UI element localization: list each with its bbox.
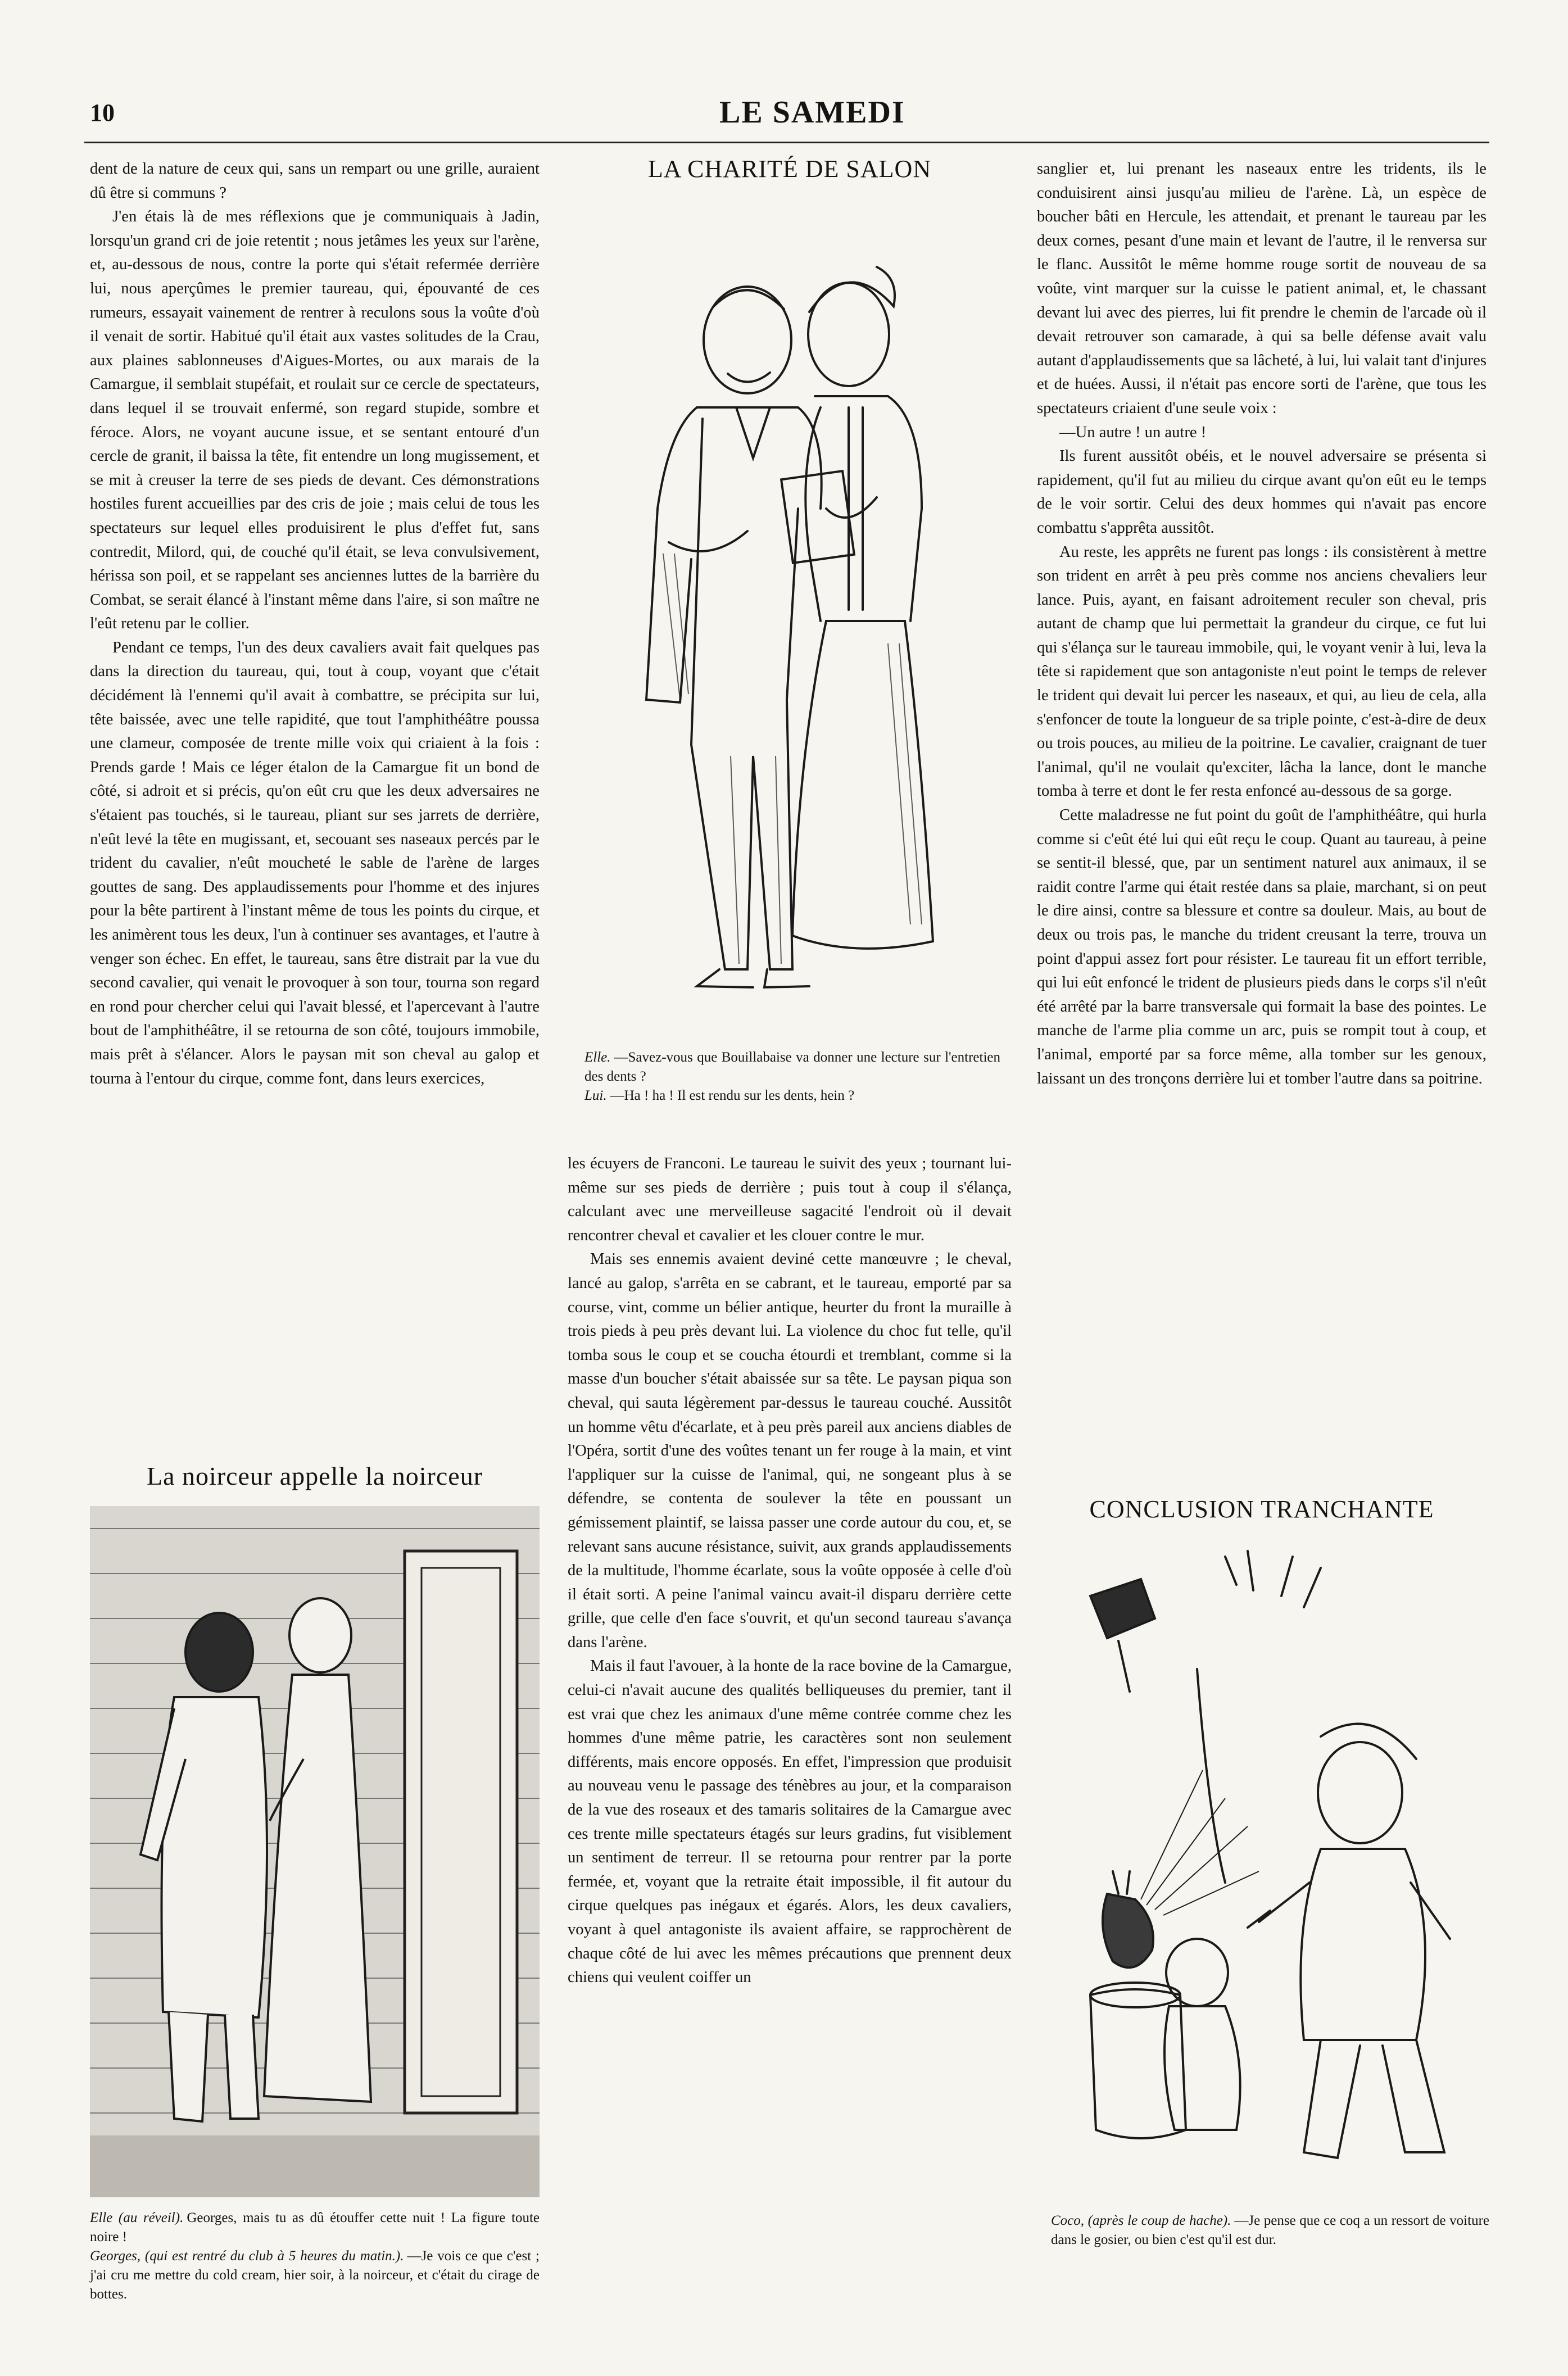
paragraph: Mais ses ennemis avaient deviné cette manœuvre ; le cheval, lancé au galop, s'arrêta en se cabrant, et le taureau, emporté par sa course, vint, comme un bélier antique, heurter du front la muraille à trois pieds à peu près devant lui. La violence du choc fut telle, qu'il tomba sous le coup et se coucha étourdi et tremblant, comme si la masse d'un boucher s'était abaissée sur sa tête. Le paysan piqua son cheval, qui sauta légèrement par-dessus le taureau couché. Aussitôt un homme vêtu d'écarlate, et à peu près pareil aux anciens diables de l'Opéra, sortit d'une des voûtes tenant un fer rouge à la main, et vint l'appliquer sur la cuisse de l'animal, qui, ne songeant plus à se défendre, se contenta de soulever la tête en poussant un gémissement plaintif, se laissa passer une corde autour du cou, et, se relevant sans aucune résistance, suivit, aux grands applaudissements de la multitude, l'homme écarlate, sous la voûte opposée à celle d'où il était sorti. A peine l'animal vaincu avait-il disparu derrière cette grille, que celle d'en face s'ouvrit, et qu'un second taureau s'avança dans l'arène.	[568, 1250, 1012, 1651]
paragraph: J'en étais là de mes réflexions que je communiquais à Jadin, lorsqu'un grand cri de joie retentit ; nous jetâmes les yeux sur l'arène, et, au-dessous de nous, contre la porte qui s'était refermée derrière lui, nous aperçûmes le premier taureau, qui, épouvanté de ces rumeurs, essayait vainement de rentrer à reculons sous la voûte d'où il venait de sortir. Habitué qu'il était aux vastes solitudes de la Crau, aux plaines sablonneuses d'Aigues-Mortes, ou aux marais de la Camargue, il semblait stupéfait, et roulait sur ce cercle de spectateurs, dans lequel il se trouvait enfermé, son regard stupide, sombre et féroce. Alors, ne voyant aucune issue, et se sentant entouré d'un cercle de granit, il baissa la tête, fit entendre un long mugissement, et se mit à creuser la terre de ses pieds de devant. Ces démonstrations hostiles furent accueillies par des cris de joie ; mais celui de tous les spectateurs sur lequel elles produisirent le plus d'effet fut, sans contredit, Milord, qui, de couché qu'il était, se leva convulsivement, hérissa son poil, et se rappelant ses anciennes luttes de la barrière du Combat, se serait élancé à l'instant même dans l'aire, si son maître ne l'eût retenu par le collier.	[90, 208, 540, 633]
header-rule	[84, 142, 1489, 143]
speaker-label: Georges, (qui est rentré du club à 5 heures du matin.).	[90, 2248, 404, 2264]
paragraph: Au reste, les apprêts ne furent pas longs : ils consistèrent à mettre son trident en arrêt à peu près comme nos anciens chevaliers leur lance. Puis, ayant, en faisant adroitement reculer son cheval, pris autant de champ que lui permettait la grandeur du cirque, ce fut lui qui s'élança sur le taureau immobile, qui, le voyant venir à lui, leva la tête si rapidement que son antagoniste n'eut point le temps de relever le trident qui devait lui percer les naseaux, et qui, au lieu de cela, alla s'enfoncer de toute la longueur de sa triple pointe, c'est-à-dire de deux ou trois pouces, au milieu de la poitrine. Le cavalier, craignant de tuer l'animal, qu'il ne voulait qu'exciter, lâcha la lance, dont le manche tomba à terre et dont le fer resta enfoncé au-dessous de sa gorge.	[1037, 543, 1487, 800]
article-column-3	[1037, 157, 1487, 1472]
caption-line-coco	[1051, 2211, 1489, 2250]
speaker-label: Elle (au réveil).	[90, 2210, 184, 2225]
speaker-label: Lui.	[584, 1088, 607, 1103]
paragraph: —Un autre ! un autre !	[1059, 423, 1207, 441]
page-number: 10	[90, 99, 115, 126]
dialogue-text: —Ha ! ha ! Il est rendu sur les dents, hein ?	[610, 1088, 855, 1103]
paragraph: Pendant ce temps, l'un des deux cavaliers avait fait quelques pas dans la direction du taureau, qui, tout à coup, voyant que c'était décidément là l'ennemi qu'il avait à combattre, se précipita sur lui, tête baissée, avec une telle rapidité, que tout l'amphithéâtre poussa une clameur, composée de trente mille voix qui criaient à la fois : Prends garde ! Mais ce léger étalon de la Camargue fit un bond de côté, si adroit et si précis, qu'on eût cru que les deux adversaires ne s'étaient pas touchés, si le taureau, pliant sur ses jarrets de derrière, n'eût levé la tête en mugissant, et, secouant ses naseaux percés par le trident du cavalier, n'eût moucheté le sable de l'arène de larges gouttes de sang. Des applaudissements pour l'homme et des injures pour la bête partirent à l'instant même de tous les points du cirque, et les animèrent tous les deux, l'un à continuer ses avantages, et l'autre à venger son échec. En effet, le taureau, sans être distrait par la vue du second cavalier, qui venait le provoquer à son tour, tourna son regard en rond pour chercher celui qui l'avait blessé, et l'apercevant à l'autre bout de l'amphithéâtre, il se retourna de son côté, toujours immobile, mais prêt à s'élancer. Alors le paysan mit son cheval au galop et tourna à l'entour du cirque, comme font, dans leurs exercices,	[90, 638, 540, 1087]
article-column-1	[90, 157, 540, 1461]
illustration-bedroom-couple	[90, 1506, 540, 2197]
paragraph: Cette maladresse ne fut point du goût de l'amphithéâtre, qui hurla comme si c'eût été lui qui eût reçu le coup. Quant au taureau, à peine se sentit-il blessé, que, par un sentiment naturel aux animaux, il se raidit contre l'arme qui était restée dans sa plaie, marchant, si on peut le dire ainsi, contre sa blessure et contre sa douleur. Mais, au bout de deux ou trois pas, le manche du trident creusant la terre, trouva un point d'appui assez fort pour résister. Le taureau fit un effort terrible, qui lui eût enfoncé le trident de plusieurs pieds dans le corps s'il n'eût été arrêté par la barre transversale qui formait la base des pointes. Le manche de l'arme plia comme un arc, puis se rompit tout à coup, et l'animal, emporté par sa force même, alla tomber sur les genoux, laissant un des tronçons derrière lui et tomber l'autre dans sa poitrine.	[1037, 806, 1487, 1087]
illustration-man-axe-rooster	[1057, 1534, 1484, 2203]
paragraph: les écuyers de Franconi. Le taureau le suivit des yeux ; tournant lui-même sur ses pieds de derrière ; puis tout à coup il s'élança, calculant avec une merveilleuse sagacité l'endroit où il devait rencontrer cheval et cavalier et les clouer contre le mur.	[568, 1155, 1012, 1244]
cartoon-title-conclusion: CONCLUSION TRANCHANTE	[1089, 1495, 1434, 1523]
illustration-couple-salon	[584, 194, 1000, 1037]
dialogue-text: —Savez-vous que Bouillabaise va donner une lecture sur l'entretien des dents ?	[584, 1050, 1000, 1084]
caption-conclusion	[1051, 2211, 1489, 2250]
dialogue-text: —Je vois ce que c'est ; j'ai cru me mettre du cold cream, hier soir, à la noirceur, et c'était du cirage de bottes.	[90, 2248, 540, 2302]
paragraph: Ils furent aussitôt obéis, et le nouvel adversaire se présenta si rapidement, qu'il fut au milieu du cirque avant qu'on eût eu le temps de le voir sortir. Celui des deux hommes qui n'avait pas encore combattu s'apprêta aussitôt.	[1037, 447, 1487, 537]
dialogue-text: Georges, mais tu as dû étouffer cette nuit ! La figure toute noire !	[90, 2210, 540, 2244]
caption-line-lui	[584, 1086, 1000, 1105]
speaker-label: Elle.	[584, 1050, 611, 1065]
caption-charite	[584, 1048, 1000, 1105]
paragraph: Mais il faut l'avouer, à la honte de la race bovine de la Camargue, celui-ci n'avait aucune des qualités belliqueuses du premier, tant il est vrai que chez les animaux d'une même contrée comme chez les hommes d'une même patrie, les caractères sont non seulement différents, mais encore opposés. En effet, l'impression que produisit au nouveau venu le passage des ténèbres au jour, et la comparaison de la vue des roseaux et des tamaris solitaires de la Camargue avec ces trente mille spectateurs étagés sur leurs gradins, fut visiblement un sentiment de terreur. Il se retourna pour rentrer par la porte fermée, et, voyant que la retraite était impossible, il fit autour du cirque quelques pas inégaux et égarés. Alors, les deux cavaliers, voyant à quel antagoniste ils avaient affaire, se rapprochèrent de chaque côté de lui avec les mêmes précautions que prennent deux chiens qui veulent coiffer un	[568, 1657, 1012, 1987]
masthead-title: LE SAMEDI	[719, 95, 905, 130]
caption-line-elle	[90, 2209, 540, 2247]
caption-line-georges	[90, 2247, 540, 2304]
caption-line-elle	[584, 1048, 1000, 1086]
speaker-label: Coco, (après le coup de hache).	[1051, 2213, 1231, 2228]
article-column-2	[568, 1152, 1012, 2304]
caption-noirceur	[90, 2209, 540, 2304]
cartoon-title-charite: LA CHARITÉ DE SALON	[647, 155, 932, 183]
paragraph: dent de la nature de ceux qui, sans un rempart ou une grille, auraient dû être si communs ?	[90, 160, 540, 202]
cartoon-title-noirceur: La noirceur appelle la noirceur	[146, 1462, 483, 1490]
dialogue-text: —Je pense que ce coq a un ressort de voiture dans le gosier, ou bien c'est qu'il est dur.	[1051, 2213, 1489, 2247]
paragraph: sanglier et, lui prenant les naseaux entre les tridents, ils le conduisirent ainsi jusqu'au milieu de l'arène. Là, un espèce de boucher bâti en Hercule, les attendait, et prenant le taureau par les deux cornes, pesant d'une main et levant de l'autre, il le renversa sur le flanc. Aussitôt le même homme rouge sortit de nouveau de sa voûte, vint marquer sur la cuisse le patient animal, et, le chassant devant lui avec des pierres, lui fit prendre le chemin de l'arcade où il devait retrouver son camarade, à qui sa belle défense avait valu autant d'applaudissements que sa lâcheté, à lui, lui valait tant d'injures et de huées. Aussi, il n'était pas encore sorti de l'arène, que tous les spectateurs criaient d'une seule voix :	[1037, 160, 1487, 417]
